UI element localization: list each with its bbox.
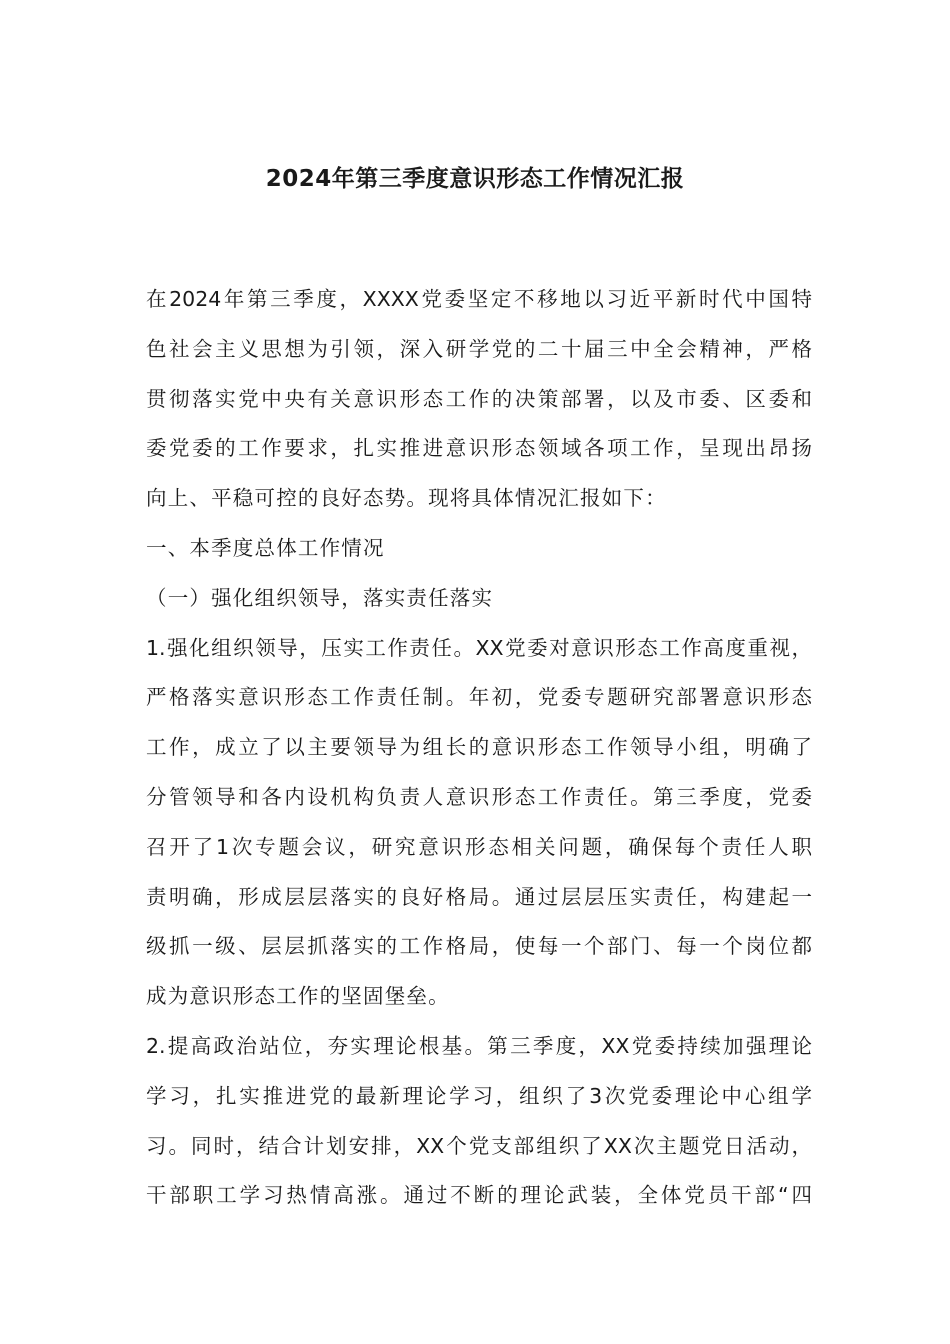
paragraph-line: 委党委的工作要求，扎实推进意识形态领域各项工作，呈现出昂扬: [146, 436, 812, 461]
paragraph-line: 1.强化组织领导，压实工作责任。XX党委对意识形态工作高度重视，: [146, 635, 812, 660]
paragraph-line: 色社会主义思想为引领，深入研学党的二十届三中全会精神，严格: [146, 336, 812, 361]
paragraph-line: 向上、平稳可控的良好态势。现将具体情况汇报如下：: [146, 486, 667, 511]
paragraph-line: 责明确，形成层层落实的良好格局。通过层层压实责任，构建起一: [146, 884, 812, 909]
subsection-heading: （一）强化组织领导，落实责任落实: [146, 585, 494, 610]
section-heading: 一、本季度总体工作情况: [146, 535, 385, 560]
paragraph-line: 习。同时，结合计划安排，XX个党支部组织了XX次主题党日活动，: [146, 1133, 812, 1158]
document-title: 2024年第三季度意识形态工作情况汇报: [265, 166, 685, 192]
paragraph-line: 在2024年第三季度，XXXX党委坚定不移地以习近平新时代中国特: [146, 287, 812, 311]
paragraph-line: 成为意识形态工作的坚固堡垒。: [146, 984, 450, 1009]
paragraph-line: 级抓一级、层层抓落实的工作格局，使每一个部门、每一个岗位都: [146, 934, 812, 959]
paragraph-line: 2.提高政治站位，夯实理论根基。第三季度，XX党委持续加强理论: [146, 1033, 812, 1058]
paragraph-line: 学习，扎实推进党的最新理论学习，组织了3次党委理论中心组学: [146, 1083, 812, 1108]
document-body: [146, 283, 812, 1229]
paragraph-line: 工作，成立了以主要领导为组长的意识形态工作领导小组，明确了: [146, 735, 812, 760]
paragraph-line: 贯彻落实党中央有关意识形态工作的决策部署，以及市委、区委和: [146, 386, 812, 411]
paragraph-line: 召开了1次专题会议，研究意识形态相关问题，确保每个责任人职: [146, 834, 812, 859]
paragraph-line: 干部职工学习热情高涨。通过不断的理论武装，全体党员干部“四: [146, 1183, 812, 1208]
paragraph-line: 严格落实意识形态工作责任制。年初，党委专题研究部署意识形态: [146, 685, 812, 710]
paragraph-line: 分管领导和各内设机构负责人意识形态工作责任。第三季度，党委: [146, 784, 812, 809]
